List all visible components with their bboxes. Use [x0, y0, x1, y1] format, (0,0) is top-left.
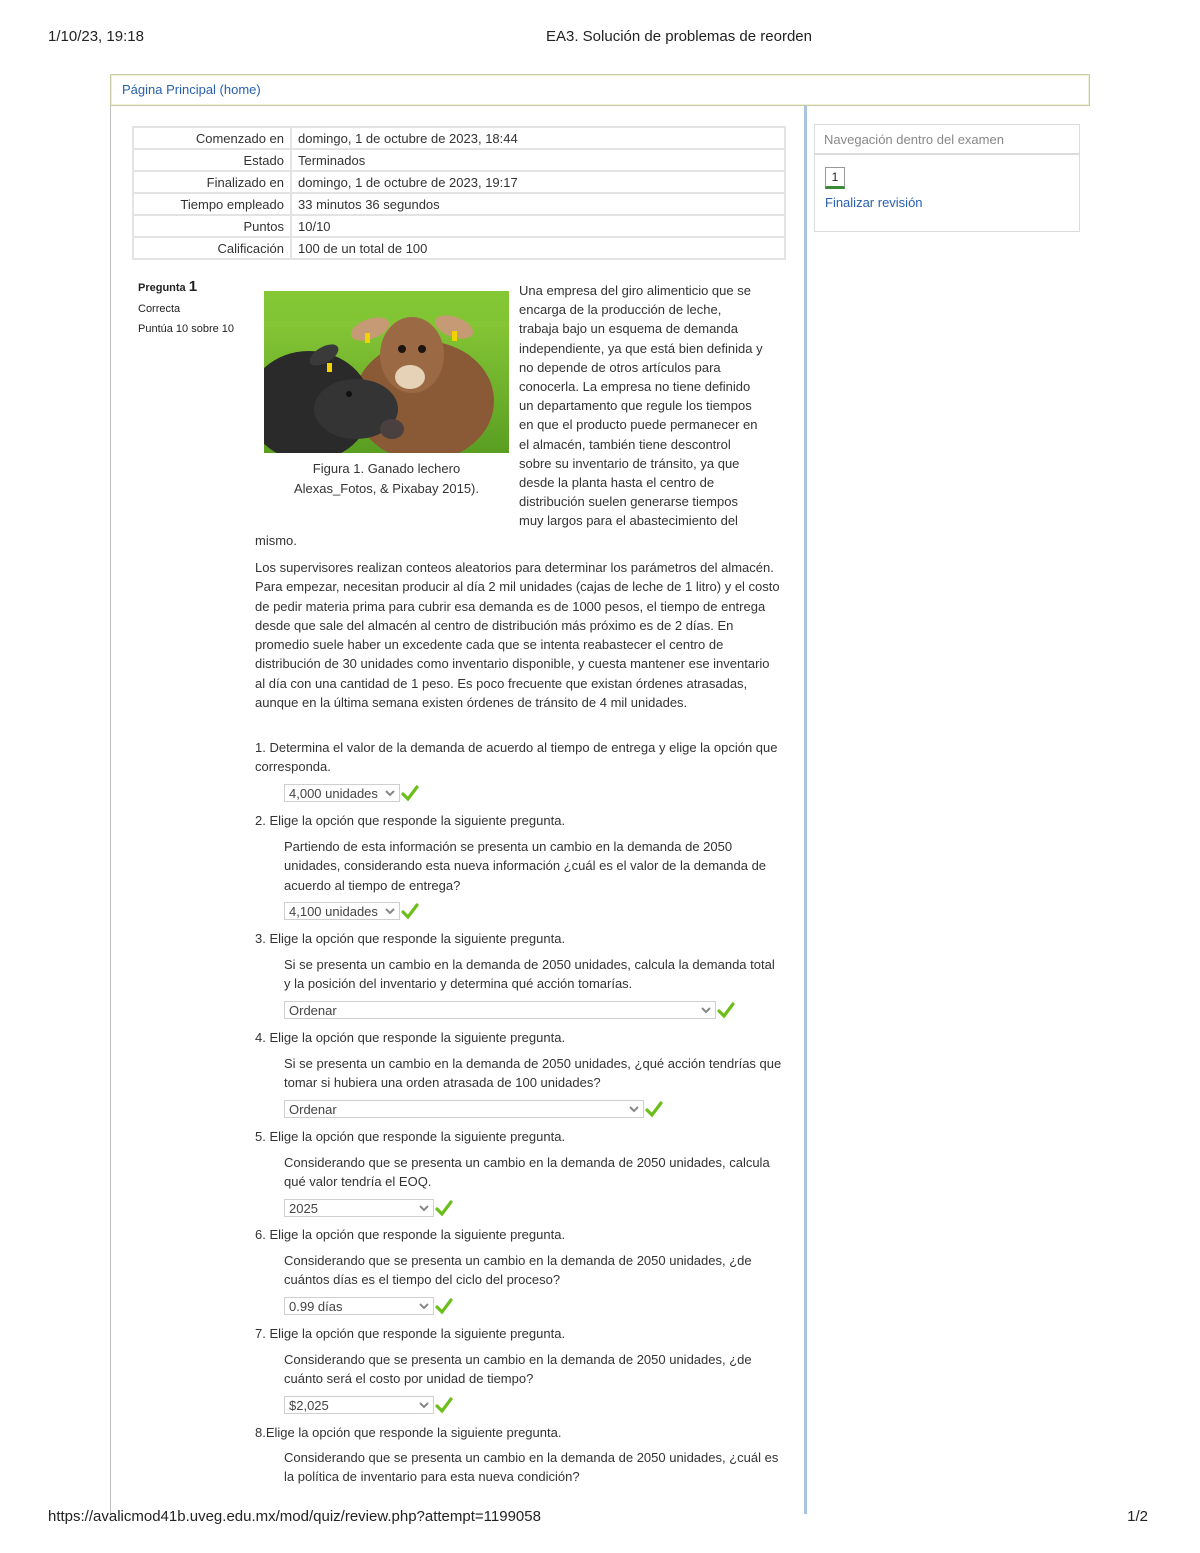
intro-line: no depende de otros artículos para [519, 359, 721, 375]
item-4-detail: Si se presenta un cambio en la demanda de 2050 unidades, ¿qué acción tendrías que tomar si hubiera una orden atrasada de 100 unidades? [284, 1056, 782, 1091]
print-page-number: 1/2 [1127, 1508, 1148, 1525]
intro-line: conocerla. La empresa no tiene definido [519, 379, 751, 395]
chevron-down-icon [418, 1299, 430, 1313]
cows-illustration [264, 291, 509, 453]
chevron-down-icon [418, 1398, 430, 1412]
dairy-cattle-figure [264, 291, 509, 453]
check-icon [401, 784, 419, 802]
summary-row [133, 149, 785, 171]
summary-value: 33 minutos 36 segundos [291, 193, 785, 215]
quiz-navigation-body [814, 154, 1080, 232]
item-6-selected-value: 0.99 días [289, 1299, 343, 1314]
question-status: Correcta [138, 303, 181, 315]
summary-label: Calificación [133, 237, 291, 259]
item-2-detail: Partiendo de esta información se presenta un cambio en la demanda de 2050 unidades, considerando esta nueva información ¿cuál es el valor de la demanda de acuerdo al tiempo de entrega? [284, 839, 767, 893]
summary-row [133, 127, 785, 149]
print-header [0, 28, 1200, 48]
intro-line: distribución suelen generarse tiempos [519, 494, 738, 510]
item-8-detail: Considerando que se presenta un cambio en la demanda de 2050 unidades, ¿cuál es la política de inventario para esta nueva condición? [284, 1450, 779, 1485]
print-date: 1/10/23, 19:18 [48, 28, 144, 45]
question-intro [519, 281, 784, 531]
quiz-navigation-header [814, 124, 1080, 154]
breadcrumb [110, 74, 1090, 106]
quiz-review-page [110, 74, 1090, 1514]
intro-line: Una empresa del giro alimenticio que se [519, 283, 751, 298]
item-3-selected-value: Ordenar [289, 1003, 337, 1018]
chevron-down-icon [628, 1102, 640, 1116]
chevron-down-icon [700, 1003, 712, 1017]
chevron-down-icon [384, 904, 396, 918]
item-5-selected-value: 2025 [289, 1201, 318, 1216]
question-label: Pregunta [138, 282, 186, 294]
figure-caption-credit: Alexas_Fotos, & Pixabay 2015). [294, 480, 479, 496]
summary-label: Finalizado en [133, 171, 291, 193]
item-1-selected-value: 4,000 unidades [289, 786, 378, 801]
item-2-selected-value: 4,100 unidades [289, 904, 378, 919]
item-4-selected-value: Ordenar [289, 1102, 337, 1117]
summary-label: Estado [133, 149, 291, 171]
breadcrumb-home-link[interactable]: Página Principal (home) [122, 82, 261, 97]
summary-value: 10/10 [291, 215, 785, 237]
attempt-summary-table [132, 126, 786, 260]
intro-line: muy largos para el abastecimiento del [519, 513, 738, 529]
print-url: https://avalicmod41b.uveg.edu.mx/mod/quiz/review.php?attempt=1199058 [48, 1508, 541, 1525]
question-nav-button-1[interactable]: 1 [825, 167, 845, 189]
intro-line: sobre su inventario de tránsito, ya que [519, 455, 740, 471]
item-3-answer-select[interactable] [284, 1001, 716, 1019]
intro-line: desde la planta hasta el centro de [519, 475, 715, 491]
summary-value: domingo, 1 de octubre de 2023, 19:17 [291, 171, 785, 193]
chevron-down-icon [418, 1201, 430, 1215]
summary-value: Terminados [291, 149, 785, 171]
intro-line: trabaja bajo un esquema de demanda [519, 321, 738, 337]
item-1-answer-select[interactable] [284, 784, 400, 802]
intro-line: el almacén, también tiene descontrol [519, 436, 731, 452]
item-3-detail: Si se presenta un cambio en la demanda de 2050 unidades, calcula la demanda total y la posición del inventario y determina qué acción tomarías. [284, 957, 775, 992]
item-2-prompt: 2. Elige la opción que responde la siguiente pregunta. [255, 813, 566, 828]
quiz-navigation-block [814, 124, 1080, 230]
check-icon [435, 1396, 453, 1414]
question-number: 1 [188, 278, 198, 295]
check-icon [435, 1199, 453, 1217]
check-icon [435, 1297, 453, 1315]
item-5-detail: Considerando que se presenta un cambio en la demanda de 2050 unidades, calcula qué valor tendría el EOQ. [284, 1155, 770, 1190]
summary-row [133, 171, 785, 193]
intro-line: en que el producto puede permanecer en [519, 417, 758, 433]
question-body: Los supervisores realizan conteos aleatorios para determinar los parámetros del almacén. Para empezar, necesitan producir al día 2 mil unidades (cajas de leche de 1 litro) y el costo de pedir materia prima para cubrir esa demanda es de 1000 pesos, el tiempo de entrega desde que sale del almacén al centro de distribución más próximo es de 2 días. En promedio suele haber un excedente cada que se intenta reabastecer el centro de distribución de 30 unidades como inventario disponible, y cuesta mantener ese inventario al día con una cantidad de 1 peso. Es poco frecuente que existan órdenes atrasadas, aunque en la última semana existen órdenes de tránsito de 4 mil unidades. [255, 560, 780, 711]
figure-caption-title: Figura 1. Ganado lechero [312, 461, 461, 476]
item-8-prompt: 8.Elige la opción que responde la siguiente pregunta. [255, 1425, 562, 1440]
intro-line: un departamento que regule los tiempos [519, 398, 752, 414]
column-divider [804, 106, 807, 1514]
question-score: Puntúa 10 sobre 10 [138, 323, 235, 335]
chevron-down-icon [384, 786, 396, 800]
item-7-selected-value: $2,025 [289, 1398, 329, 1413]
summary-row [133, 193, 785, 215]
question-info [138, 278, 234, 343]
item-7-answer-select[interactable] [284, 1396, 434, 1414]
summary-row [133, 215, 785, 237]
item-1-prompt: 1. Determina el valor de la demanda de acuerdo al tiempo de entrega y elige la opción que corresponda. [255, 740, 778, 775]
item-4-answer-select[interactable] [284, 1100, 644, 1118]
item-6-answer-select[interactable] [284, 1297, 434, 1315]
item-3-prompt: 3. Elige la opción que responde la siguiente pregunta. [255, 931, 566, 946]
finish-review-link[interactable]: Finalizar revisión [825, 195, 923, 210]
print-title: EA3. Solución de problemas de reorden [545, 28, 812, 45]
summary-value: 100 de un total de 100 [291, 237, 785, 259]
item-6-prompt: 6. Elige la opción que responde la siguiente pregunta. [255, 1227, 566, 1242]
item-7-detail: Considerando que se presenta un cambio en la demanda de 2050 unidades, ¿de cuánto será el costo por unidad de tiempo? [284, 1352, 752, 1387]
item-2-answer-select[interactable] [284, 902, 400, 920]
item-6-detail: Considerando que se presenta un cambio en la demanda de 2050 unidades, ¿de cuántos días es el tiempo del ciclo del proceso? [284, 1253, 752, 1288]
item-5-answer-select[interactable] [284, 1199, 434, 1217]
summary-label: Tiempo empleado [133, 193, 291, 215]
quiz-navigation-title: Navegación dentro del examen [824, 132, 1004, 147]
check-icon [717, 1001, 735, 1019]
summary-label: Puntos [133, 215, 291, 237]
item-4-prompt: 4. Elige la opción que responde la siguiente pregunta. [255, 1030, 566, 1045]
summary-value: domingo, 1 de octubre de 2023, 18:44 [291, 127, 785, 149]
intro-line: independiente, ya que está bien definida y [519, 340, 763, 356]
check-icon [645, 1100, 663, 1118]
item-5-prompt: 5. Elige la opción que responde la siguiente pregunta. [255, 1129, 566, 1144]
intro-tail: mismo. [255, 533, 297, 548]
check-icon [401, 902, 419, 920]
figure-caption [264, 459, 509, 498]
intro-line: encarga de la producción de leche, [519, 302, 722, 318]
item-7-prompt: 7. Elige la opción que responde la siguiente pregunta. [255, 1326, 566, 1341]
summary-row [133, 237, 785, 259]
summary-label: Comenzado en [133, 127, 291, 149]
left-border [110, 106, 111, 1514]
